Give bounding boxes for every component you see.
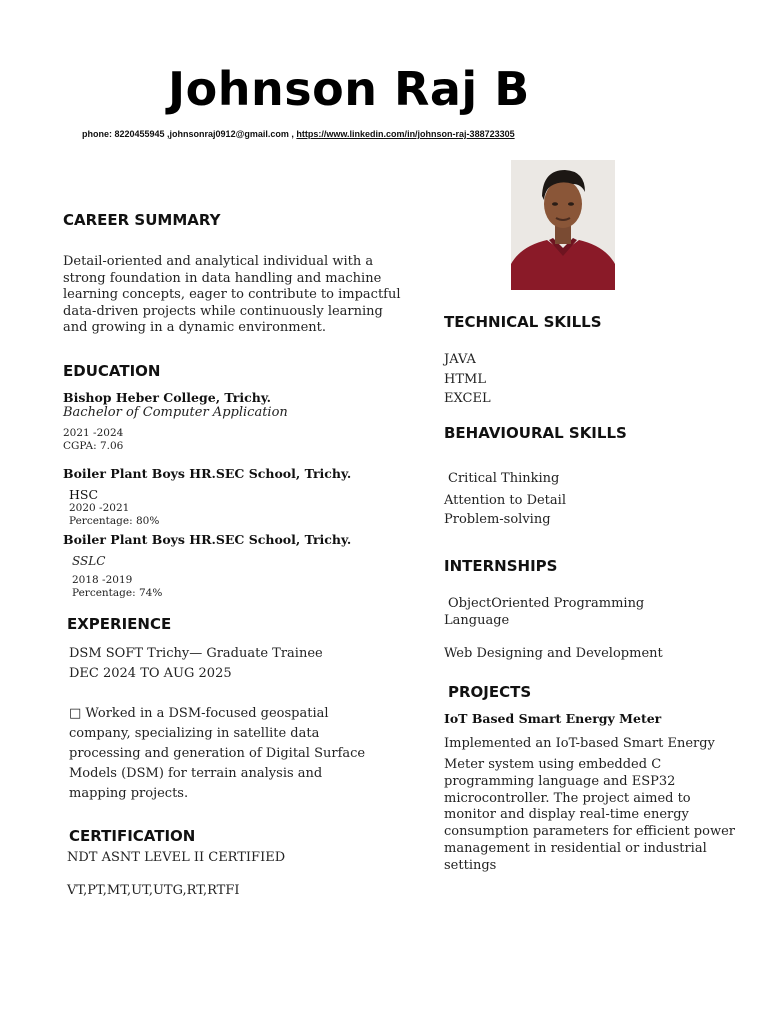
experience-role: DSM SOFT Trichy— Graduate Trainee <box>69 646 323 661</box>
project-line: microcontroller. The project aimed to <box>444 790 691 806</box>
sslc-label: SSLC <box>72 554 106 568</box>
project-line: programming language and ESP32 <box>444 773 676 789</box>
skill-item: JAVA <box>444 352 476 367</box>
internship-item: Web Designing and Development <box>444 646 663 661</box>
summary-line: strong foundation in data handling and machine <box>63 270 382 286</box>
degree-name: Bachelor of Computer Application <box>63 405 288 420</box>
hsc-label: HSC <box>69 487 99 502</box>
project-line: monitor and display real-time energy <box>444 807 689 823</box>
experience-line: Models (DSM) for terrain analysis and <box>69 766 323 781</box>
project-title: IoT Based Smart Energy Meter <box>444 711 662 726</box>
summary-line: and growing in a dynamic environment. <box>63 320 327 335</box>
certification-title: NDT ASNT LEVEL II CERTIFIED <box>67 850 286 865</box>
education-heading: EDUCATION <box>63 362 161 380</box>
sslc-years: 2018 -2019 <box>72 574 133 586</box>
profile-photo <box>511 160 615 290</box>
project-lead: Implemented an IoT-based Smart Energy <box>444 736 715 751</box>
summary-line: learning concepts, eager to contribute to impactful <box>63 287 401 302</box>
sslc-details <box>72 574 162 600</box>
sslc-percentage: Percentage: 74% <box>72 587 163 599</box>
contact-details: phone: 8220455945 ,johnsonraj0912@gmail.com , <box>82 129 294 139</box>
internship-item: ObjectOriented Programming <box>448 596 645 611</box>
linkedin-link[interactable]: https://www.linkedin.com/in/johnson-raj-388723305 <box>296 129 515 139</box>
experience-heading: EXPERIENCE <box>67 615 172 633</box>
portrait-illustration <box>511 160 615 290</box>
project-line: management in residential or industrial <box>444 840 707 856</box>
college-name: Bishop Heber College, Trichy. <box>63 390 272 405</box>
internship-item-continued: Language <box>444 613 510 628</box>
hsc-years: 2020 -2021 <box>69 502 130 514</box>
project-line: consumption parameters for efficient power <box>444 824 735 840</box>
experience-line: □ Worked in a DSM-focused geospatial <box>69 706 329 721</box>
skill-item: EXCEL <box>444 391 491 406</box>
candidate-name: Johnson Raj B <box>168 62 530 116</box>
behavioural-skill-item: Problem-solving <box>444 512 551 527</box>
contact-line <box>82 129 515 139</box>
career-summary-heading: CAREER SUMMARY <box>63 211 221 229</box>
school-name-sslc: Boiler Plant Boys HR.SEC School, Trichy. <box>63 532 352 547</box>
skill-item: HTML <box>444 371 486 387</box>
hsc-percentage: Percentage: 80% <box>69 515 160 527</box>
career-summary-text <box>63 254 401 337</box>
projects-heading: PROJECTS <box>448 683 532 701</box>
school-name-hsc: Boiler Plant Boys HR.SEC School, Trichy. <box>63 466 352 481</box>
behavioural-skill-item: Critical Thinking <box>448 471 560 486</box>
project-line: Meter system using embedded C <box>444 757 662 772</box>
summary-line: Detail-oriented and analytical individual with a <box>63 254 374 269</box>
hsc-details <box>69 487 159 528</box>
summary-line: data-driven projects while continuously learning <box>63 303 383 319</box>
experience-line: company, specializing in satellite data <box>69 726 320 741</box>
behavioural-skills-heading: BEHAVIOURAL SKILLS <box>444 424 627 442</box>
technical-skills-heading: TECHNICAL SKILLS <box>444 313 602 331</box>
project-description <box>444 757 735 875</box>
experience-line: processing and generation of Digital Surface <box>69 746 366 761</box>
college-cgpa: CGPA: 7.06 <box>63 440 124 452</box>
certification-methods: VT,PT,MT,UT,UTG,RT,RTFI <box>67 883 240 898</box>
experience-description <box>69 704 365 804</box>
experience-dates: DEC 2024 TO AUG 2025 <box>69 666 232 681</box>
college-years: 2021 -2024 <box>63 427 124 439</box>
experience-line: mapping projects. <box>69 786 189 801</box>
project-line: settings <box>444 857 497 873</box>
certification-heading: CERTIFICATION <box>69 827 196 845</box>
internships-heading: INTERNSHIPS <box>444 557 558 575</box>
behavioural-skill-item: Attention to Detail <box>444 493 566 508</box>
technical-skills-list <box>444 350 491 409</box>
college-details <box>63 427 123 453</box>
